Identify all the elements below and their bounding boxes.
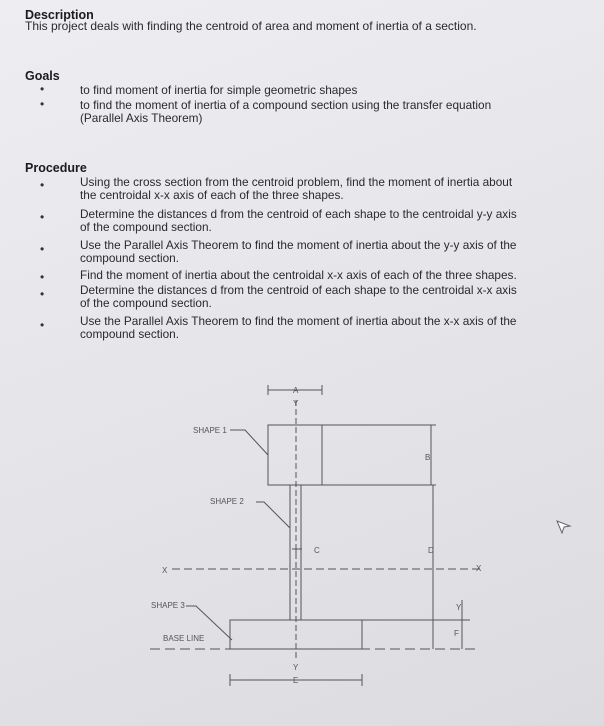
label-y-bottom: Y [293,663,299,672]
label-c: C [314,546,320,555]
label-a: A [293,386,299,395]
bullet-dot: • [40,82,45,96]
label-x-right: X [476,564,482,573]
label-y-top: Y [293,399,299,408]
procedure-heading: Procedure [25,161,87,175]
goals-heading: Goals [25,69,60,83]
bullet-dot: • [40,287,45,301]
procedure-item-2: Determine the distances d from the centroid of each shape to the centroidal y-y axis of the compound section. [80,207,517,234]
label-shape-3: SHAPE 3 [151,601,185,610]
label-b: B [425,453,431,462]
label-e: E [293,676,299,685]
shape-1-rect [268,425,322,485]
goal-item-1: to find moment of inertia for simple geometric shapes [80,83,358,97]
procedure-item-4: Find the moment of inertia about the centroidal x-x axis of each of the three shapes. [80,268,517,282]
bullet-dot: • [40,318,45,332]
label-base-line: BASE LINE [163,634,205,643]
label-x-left: X [162,566,168,575]
description-text: This project deals with finding the centroid of area and moment of inertia of a section. [25,19,477,33]
label-f: F [454,629,459,638]
label-shape-2: SHAPE 2 [210,497,244,506]
procedure-item-5: Determine the distances d from the centroid of each shape to the centroidal x-x axis of the compound section. [80,283,517,310]
description-heading: Description [25,8,94,22]
mouse-cursor-icon [556,520,572,534]
bullet-dot: • [40,97,45,111]
label-d: D [428,546,434,555]
procedure-item-3: Use the Parallel Axis Theorem to find the moment of inertia about the y-y axis of the compound section. [80,238,517,265]
procedure-item-1: Using the cross section from the centroid problem, find the moment of inertia about the centroidal x-x axis of each of the three shapes. [80,175,513,202]
label-y-right: Y [456,603,462,612]
shape-1-leader [230,430,268,455]
shape-2-leader [256,502,290,528]
procedure-item-6: Use the Parallel Axis Theorem to find the moment of inertia about the x-x axis of the compound section. [80,314,517,341]
goal-item-2: to find the moment of inertia of a compound section using the transfer equation (Parallel Axis Theorem) [80,98,492,125]
bullet-dot: • [40,178,45,192]
bullet-dot: • [40,242,45,256]
bullet-dot: • [40,270,45,284]
label-shape-1: SHAPE 1 [193,426,227,435]
bullet-dot: • [40,210,45,224]
